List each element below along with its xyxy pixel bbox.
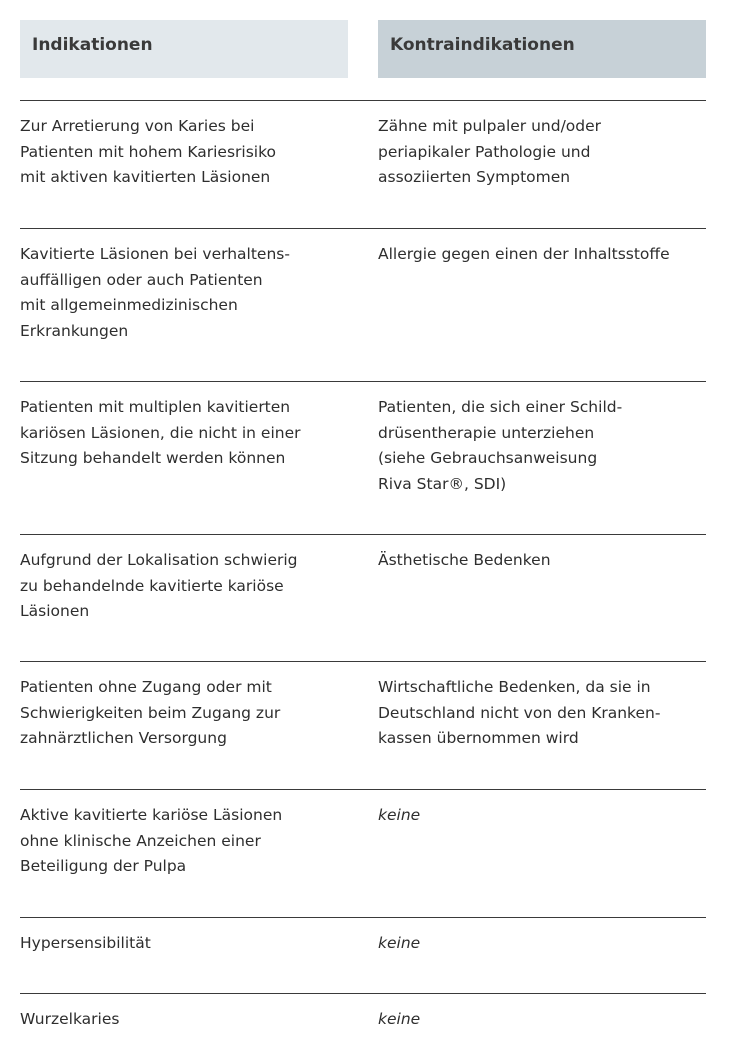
indication-cell: Patienten ohne Zugang oder mit Schwierigkeiten beim Zugang zur zahnärztlichen Versorgung (20, 678, 281, 747)
indication-cell: Aufgrund der Lokalisation schwierig zu behandelnde kavitierte kariöse Läsionen (20, 551, 298, 620)
table-row (20, 917, 706, 994)
header-contraindications: Kontraindikationen (378, 20, 706, 78)
contraindication-cell: Patienten, die sich einer Schild- drüsentherapie unterziehen (siehe Gebrauchsanweisung Riva Star®, SDI) (378, 398, 623, 493)
table-row (20, 100, 706, 229)
contraindication-cell: keine (378, 1010, 421, 1028)
indication-cell: Aktive kavitierte kariöse Läsionen ohne klinische Anzeichen einer Beteiligung der Pulpa (20, 806, 283, 875)
indication-cell: Zur Arretierung von Karies bei Patienten mit hohem Kariesrisiko mit aktiven kavitierten Läsionen (20, 117, 277, 186)
indication-cell: Wurzelkaries (20, 1010, 120, 1028)
table-row (20, 661, 706, 790)
indication-cell: Hypersensibilität (20, 934, 151, 952)
contraindication-cell: Zähne mit pulpaler und/oder periapikaler Pathologie und assoziierten Symptomen (378, 117, 602, 186)
table-header (20, 20, 706, 78)
header-indications: Indikationen (20, 20, 348, 78)
indication-cell: Kavitierte Läsionen bei verhaltens- auffälligen oder auch Patienten mit allgemeinmedizinischen Erkrankungen (20, 245, 290, 340)
table-row (20, 534, 706, 662)
indication-cell: Patienten mit multiplen kavitierten kariösen Läsionen, die nicht in einer Sitzung behandelt werden können (20, 398, 301, 467)
table-row (20, 381, 706, 535)
table-row (20, 228, 706, 382)
contraindication-cell: Ästhetische Bedenken (378, 551, 551, 569)
contraindication-cell: Allergie gegen einen der Inhaltsstoffe (378, 245, 670, 263)
table-row (20, 993, 706, 1047)
table-row (20, 789, 706, 918)
contraindication-cell: keine (378, 806, 421, 824)
contraindication-cell: Wirtschaftliche Bedenken, da sie in Deutschland nicht von den Kranken- kassen übernommen wird (378, 678, 661, 747)
contraindication-cell: keine (378, 934, 421, 952)
